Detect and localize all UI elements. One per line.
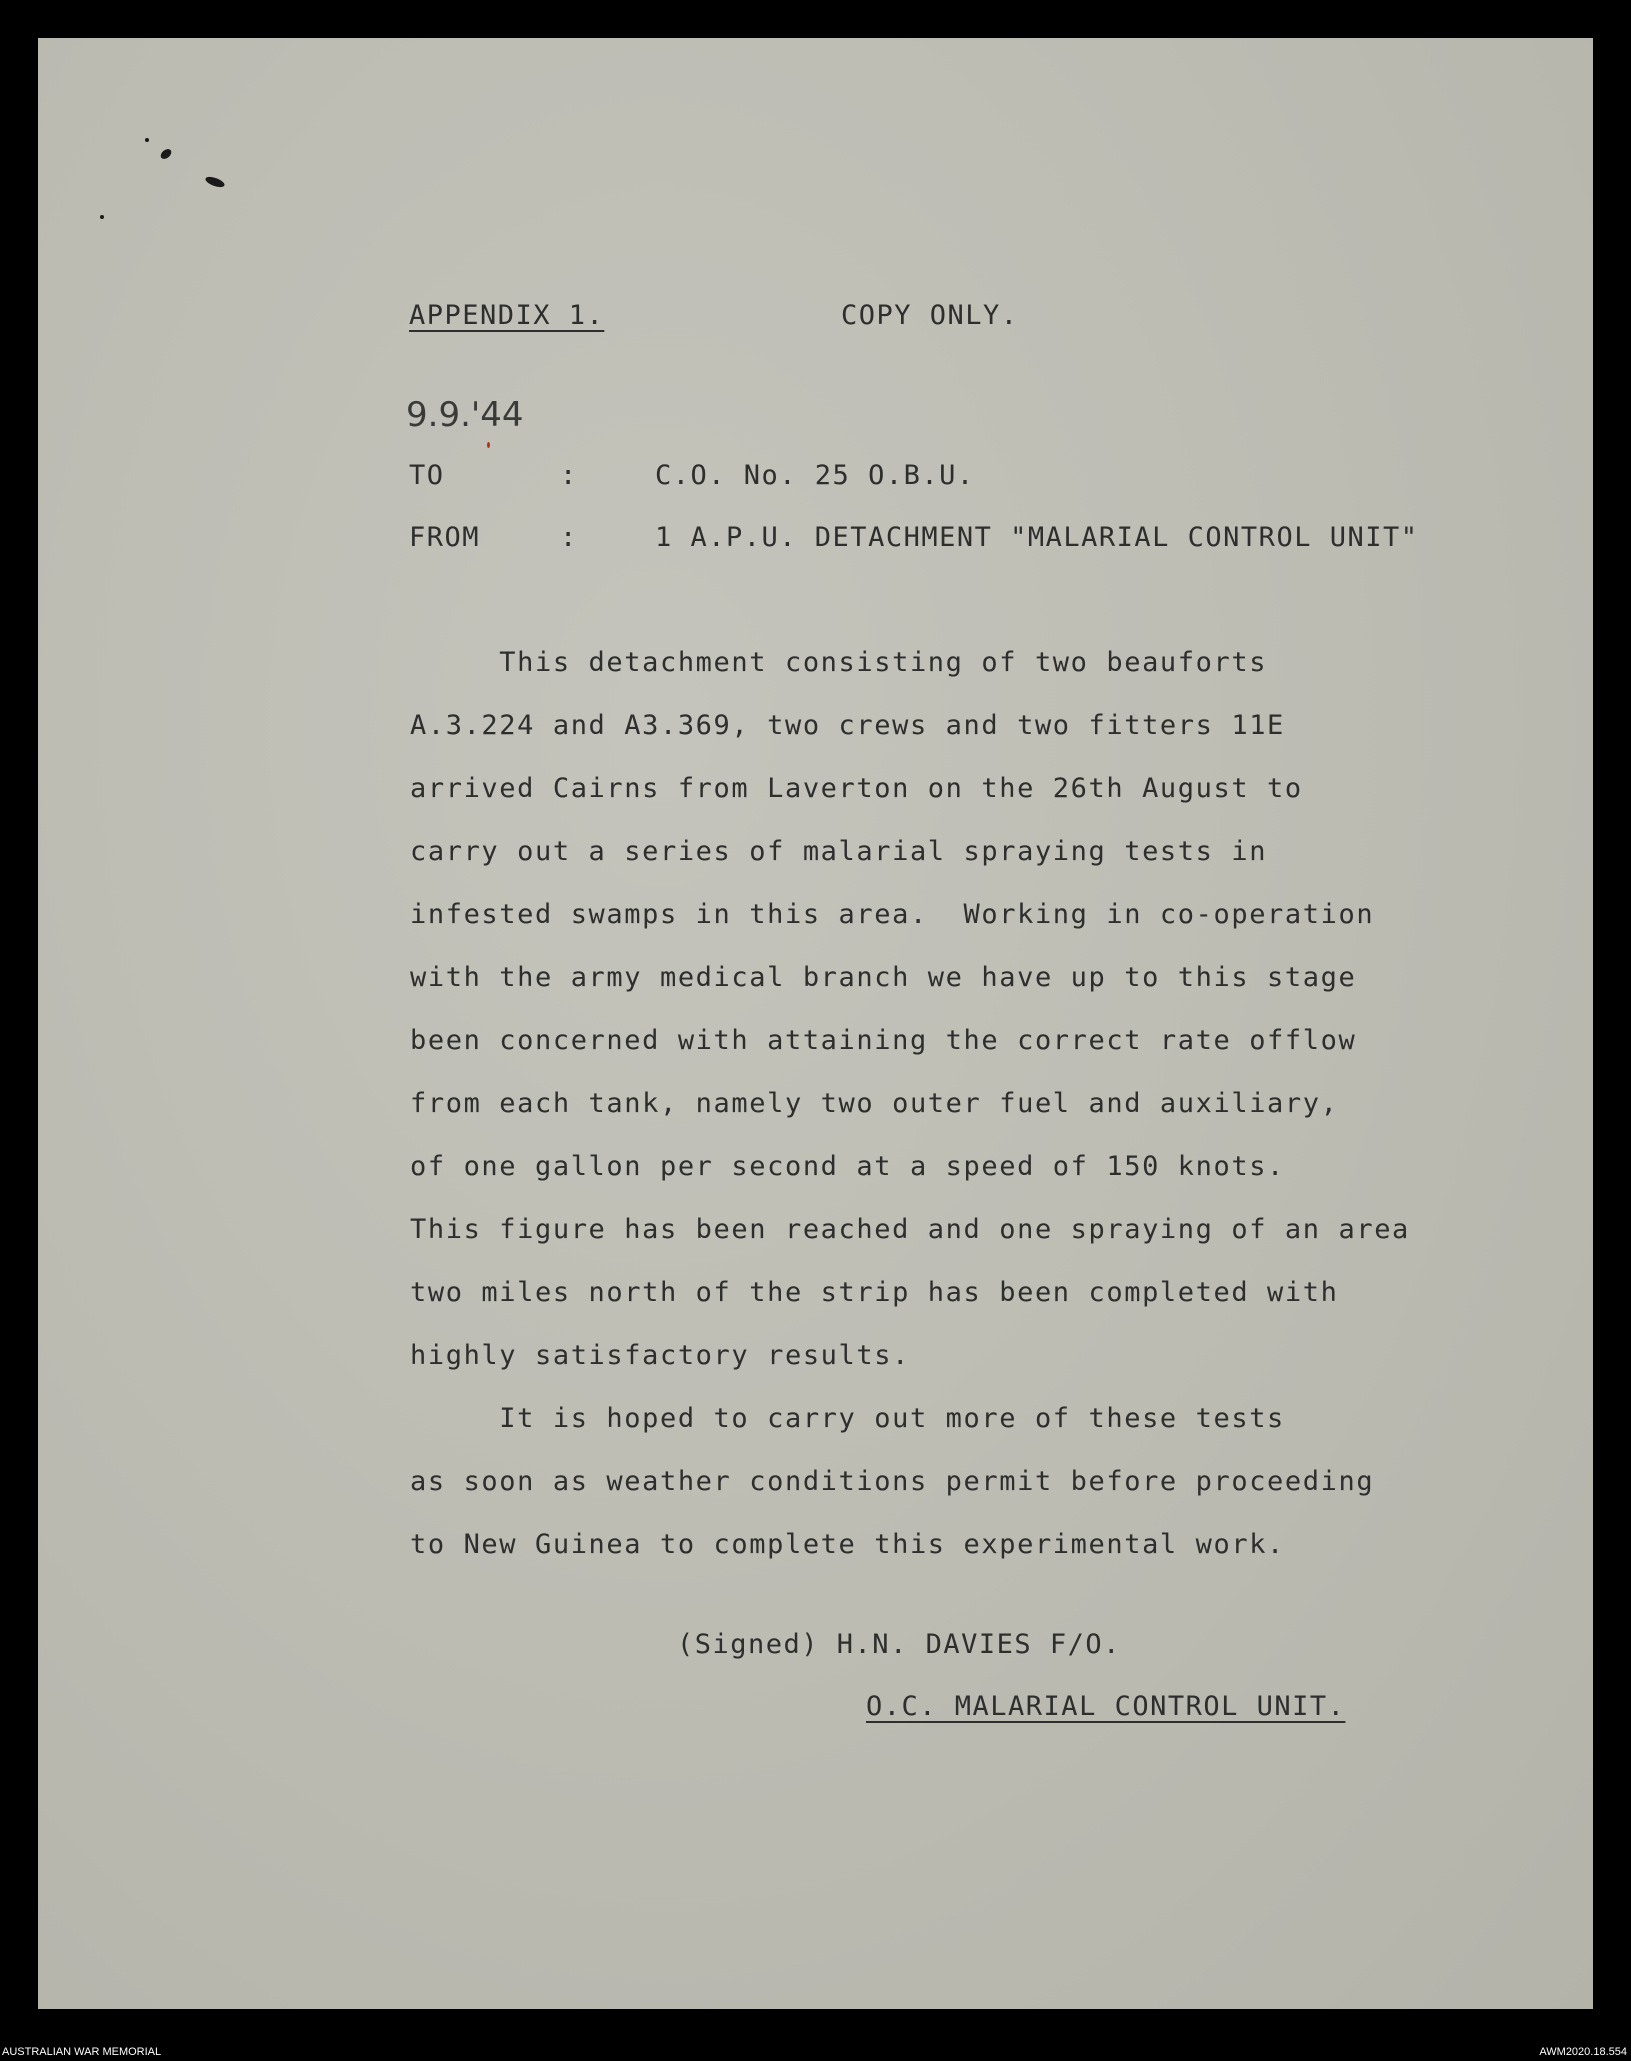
to-label: TO bbox=[409, 460, 445, 491]
paragraph-1-line: been concerned with attaining the correct rate offlow bbox=[410, 1025, 1357, 1056]
to-colon: : bbox=[560, 460, 578, 491]
signature-line: (Signed) H.N. DAVIES F/O. bbox=[677, 1629, 1121, 1660]
to-recipient: C.O. No. 25 O.B.U. bbox=[655, 460, 975, 491]
red-tick-mark bbox=[487, 442, 490, 448]
appendix-heading: APPENDIX 1. bbox=[409, 300, 605, 331]
paragraph-1-line: highly satisfactory results. bbox=[410, 1340, 910, 1371]
paragraph-2-line: to New Guinea to complete this experimental work. bbox=[410, 1529, 1285, 1560]
paragraph-1-line: infested swamps in this area. Working in co-operation bbox=[410, 899, 1375, 930]
paragraph-1-line: of one gallon per second at a speed of 150 knots. bbox=[410, 1151, 1285, 1182]
handwritten-date: 9.9.'44 bbox=[406, 395, 524, 435]
from-label: FROM bbox=[409, 522, 481, 553]
footer-accession-number: AWM2020.18.554 bbox=[1539, 2046, 1627, 2058]
ink-mark bbox=[100, 215, 104, 219]
paragraph-2-line: It is hoped to carry out more of these tests bbox=[410, 1403, 1285, 1434]
paragraph-1-line: A.3.224 and A3.369, two crews and two fitters 11E bbox=[410, 710, 1285, 741]
paragraph-1-line: from each tank, namely two outer fuel and auxiliary, bbox=[410, 1088, 1339, 1119]
from-colon: : bbox=[560, 522, 578, 553]
paragraph-1-line: This figure has been reached and one spraying of an area bbox=[410, 1214, 1410, 1245]
paragraph-1-line: This detachment consisting of two beauforts bbox=[410, 647, 1268, 678]
ink-mark bbox=[145, 138, 149, 142]
paragraph-1-line: with the army medical branch we have up to this stage bbox=[410, 962, 1357, 993]
paragraph-1-line: arrived Cairns from Laverton on the 26th August to bbox=[410, 773, 1303, 804]
paragraph-1-line: carry out a series of malarial spraying tests in bbox=[410, 836, 1268, 867]
paragraph-2-line: as soon as weather conditions permit before proceeding bbox=[410, 1466, 1375, 1497]
paragraph-1-line: two miles north of the strip has been completed with bbox=[410, 1277, 1339, 1308]
copy-only-label: COPY ONLY. bbox=[841, 300, 1019, 331]
footer-archive-name: AUSTRALIAN WAR MEMORIAL bbox=[2, 2046, 162, 2058]
document-page bbox=[38, 38, 1593, 2009]
from-sender: 1 A.P.U. DETACHMENT "MALARIAL CONTROL UNIT" bbox=[655, 522, 1419, 553]
signature-title: O.C. MALARIAL CONTROL UNIT. bbox=[866, 1691, 1346, 1722]
